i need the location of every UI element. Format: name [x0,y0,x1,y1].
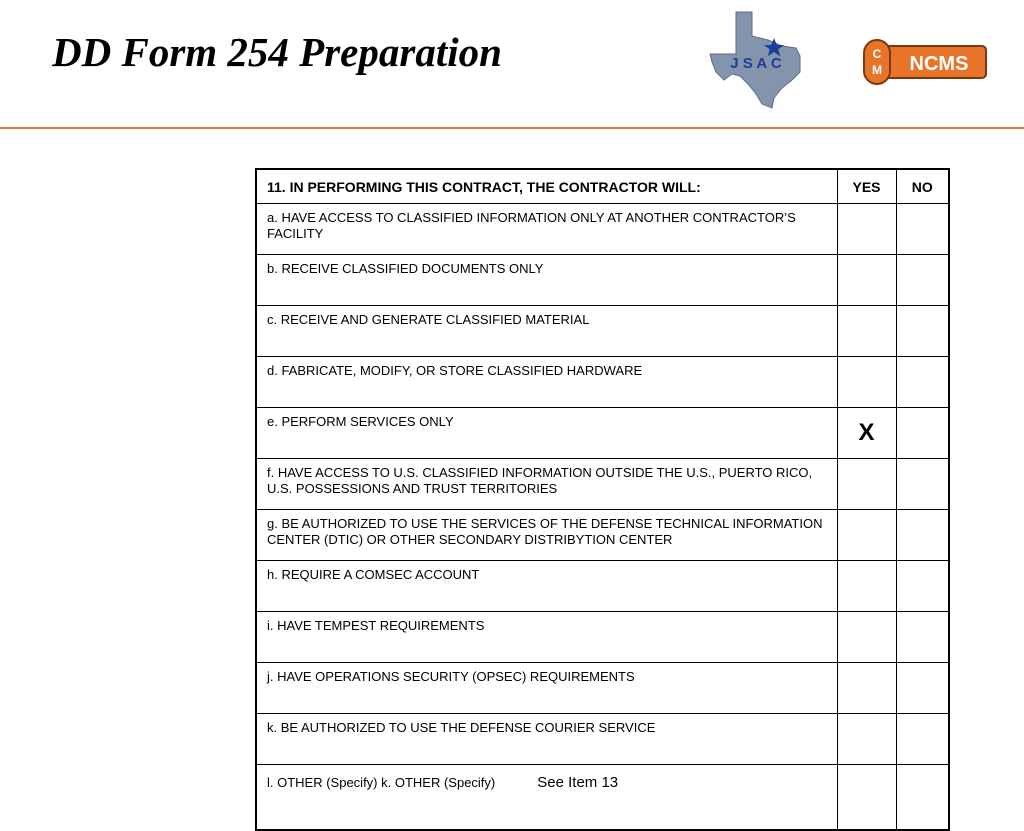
table-row [256,663,949,714]
table-row [256,561,949,612]
row-f-no-cell[interactable] [896,459,949,510]
row-g-text: g. BE AUTHORIZED TO USE THE SERVICES OF THE DEFENSE TECHNICAL INFORMATION CENTER (DTIC) OR OTHER SECONDARY DISTRIBYTION CENTER [256,510,837,561]
ncms-badge-letter-c: C [872,47,882,61]
row-e-text: e. PERFORM SERVICES ONLY [256,408,837,459]
row-d-no-cell[interactable] [896,357,949,408]
row-a-no-cell[interactable] [896,204,949,255]
table-row [256,714,949,765]
yes-header: YES [837,169,896,204]
row-i-yes-cell[interactable] [837,612,896,663]
row-b-yes-cell[interactable] [837,255,896,306]
row-g-yes-cell[interactable] [837,510,896,561]
ncms-logo-text: NCMS [909,53,969,75]
question-header: 11. IN PERFORMING THIS CONTRACT, THE CONTRACTOR WILL: [256,169,837,204]
table-row [256,459,949,510]
table-row [256,204,949,255]
ncms-logo [862,38,990,86]
dd254-item-11-table [255,168,950,831]
row-g-no-cell[interactable] [896,510,949,561]
row-l-specified-value: See Item 13 [537,774,619,791]
table-row [256,612,949,663]
row-l-cell [256,765,837,831]
row-a-text: a. HAVE ACCESS TO CLASSIFIED INFORMATION ONLY AT ANOTHER CONTRACTOR’S FACILITY [256,204,837,255]
row-c-text: c. RECEIVE AND GENERATE CLASSIFIED MATERIAL [256,306,837,357]
row-b-text: b. RECEIVE CLASSIFIED DOCUMENTS ONLY [256,255,837,306]
table-row [256,765,949,831]
row-k-text: k. BE AUTHORIZED TO USE THE DEFENSE COURIER SERVICE [256,714,837,765]
row-c-no-cell[interactable] [896,306,949,357]
table-row [256,408,949,459]
row-k-no-cell[interactable] [896,714,949,765]
row-h-no-cell[interactable] [896,561,949,612]
row-i-no-cell[interactable] [896,612,949,663]
row-c-yes-cell[interactable] [837,306,896,357]
table-row [256,255,949,306]
row-l-yes-cell[interactable] [837,765,896,831]
row-k-yes-cell[interactable] [837,714,896,765]
row-d-yes-cell[interactable] [837,357,896,408]
no-header: NO [896,169,949,204]
title-divider [0,127,1024,129]
table-row [256,306,949,357]
row-d-text: d. FABRICATE, MODIFY, OR STORE CLASSIFIED HARDWARE [256,357,837,408]
row-l-text: l. OTHER (Specify) k. OTHER (Specify) [267,775,496,790]
ncms-badge-letter-m: M [872,63,882,77]
row-j-no-cell[interactable] [896,663,949,714]
row-e-no-cell[interactable] [896,408,949,459]
row-j-text: j. HAVE OPERATIONS SECURITY (OPSEC) REQUIREMENTS [256,663,837,714]
jsac-logo-text: J S A C [730,55,782,72]
row-h-yes-cell[interactable] [837,561,896,612]
row-h-text: h. REQUIRE A COMSEC ACCOUNT [256,561,837,612]
table-row [256,510,949,561]
row-a-yes-cell[interactable] [837,204,896,255]
row-j-yes-cell[interactable] [837,663,896,714]
table-header-row [256,169,949,204]
row-f-yes-cell[interactable] [837,459,896,510]
row-i-text: i. HAVE TEMPEST REQUIREMENTS [256,612,837,663]
row-b-no-cell[interactable] [896,255,949,306]
jsac-logo [708,10,804,110]
row-f-text: f. HAVE ACCESS TO U.S. CLASSIFIED INFORMATION OUTSIDE THE U.S., PUERTO RICO, U.S. POSSESSIONS AND TRUST TERRITORIES [256,459,837,510]
table-row [256,357,949,408]
row-e-yes-cell[interactable]: X [837,408,896,459]
row-l-no-cell[interactable] [896,765,949,831]
slide-title: DD Form 254 Preparation [52,29,502,75]
